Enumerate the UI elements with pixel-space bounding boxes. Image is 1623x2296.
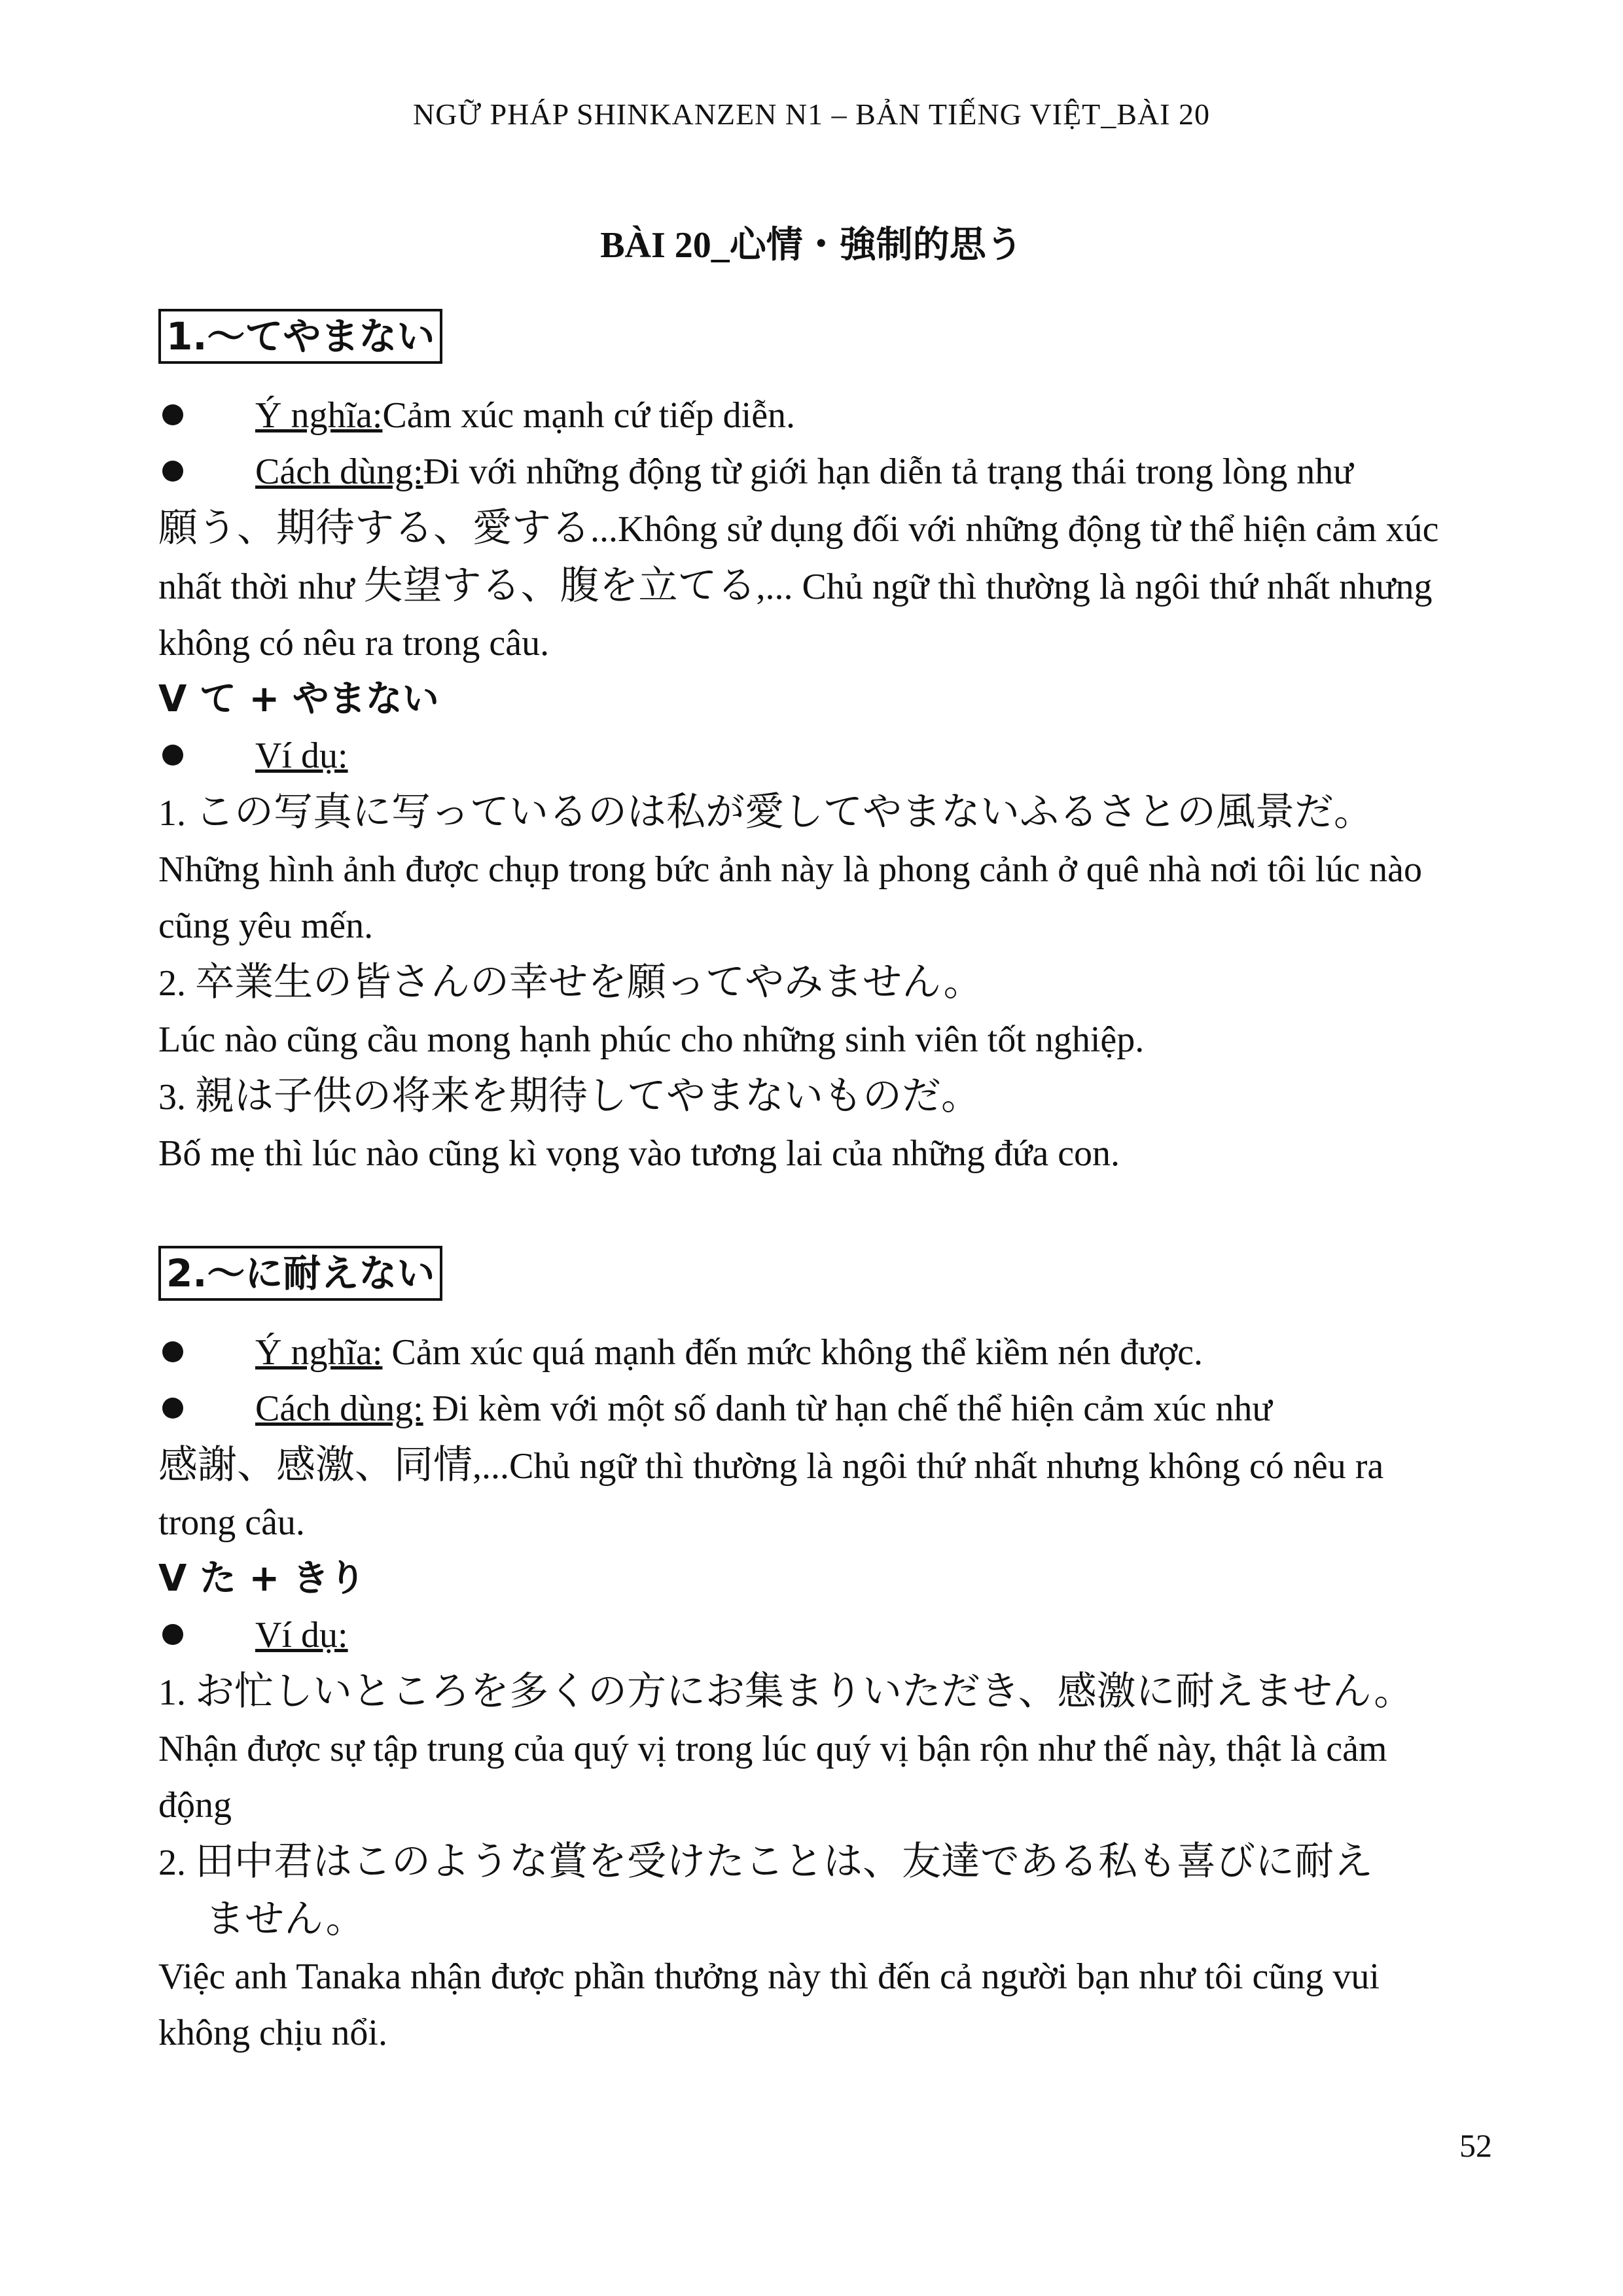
example-number: 1. <box>158 793 186 834</box>
example-japanese-text: 田中君はこのような賞を受けたことは、友達である私も喜びに耐え <box>195 1839 1373 1884</box>
meaning-label: Ý nghĩa: <box>255 395 383 436</box>
example-translation: Bố mẹ thì lúc nào cũng kì vọng vào tương lai của những đứa con. <box>158 1133 1120 1174</box>
usage-japanese-nouns: 感謝、感激、同情 <box>158 1442 473 1488</box>
example-number: 1. <box>158 1672 186 1713</box>
example-translation: Việc anh Tanaka nhận được phần thưởng này thì đến cả người bạn như tôi cũng vui không chịu nổi. <box>158 1956 1380 2053</box>
example-translation: Lúc nào cũng cầu mong hạnh phúc cho những sinh viên tốt nghiệp. <box>158 1019 1145 1060</box>
example-japanese-text: 卒業生の皆さんの幸せを願ってやみません。 <box>195 959 983 1005</box>
section-heading: 1.〜てやまない <box>158 309 442 364</box>
page-number: 52 <box>1459 2127 1492 2164</box>
grammar-formula: V て + やまない <box>158 678 439 720</box>
usage-bullet <box>158 1381 1467 1437</box>
example-bullet <box>158 1607 1467 1663</box>
grammar-formula: V た + きり <box>158 1557 366 1600</box>
example-label: Ví dụ: <box>255 1615 348 1655</box>
section-heading: 2.〜に耐えない <box>158 1246 442 1301</box>
lesson-title: BÀI 20_心情・強制的思う <box>600 225 1023 266</box>
example-japanese <box>158 1663 1467 1721</box>
bullet-dot-icon <box>162 404 183 425</box>
usage-text: ,... Chủ ngữ thì thường là ngôi thứ nhất nhưng không có nêu ra trong câu. <box>158 567 1433 663</box>
usage-japanese-verbs: 失望する、腹を立てる <box>363 563 757 609</box>
usage-label: Cách dùng: <box>255 1388 423 1429</box>
running-header: NGỮ PHÁP SHINKANZEN N1 – BẢN TIẾNG VIỆT_BÀI 20 <box>412 97 1211 131</box>
example-translation: Nhận được sự tập trung của quý vị trong lúc quý vị bận rộn như thế này, thật là cảm động <box>158 1729 1387 1826</box>
section-1 <box>158 301 1467 1182</box>
example-japanese <box>158 784 1467 841</box>
bullet-dot-icon <box>162 1341 183 1362</box>
example-number: 2. <box>158 963 186 1004</box>
example-translation: Những hình ảnh được chụp trong bức ảnh này là phong cảnh ở quê nhà nơi tôi lúc nào cũng yêu mến. <box>158 849 1423 946</box>
bullet-dot-icon <box>162 1398 183 1419</box>
usage-continuation <box>158 1437 1467 1551</box>
example-japanese-text: 親は子供の将来を期待してやまないものだ。 <box>195 1073 980 1119</box>
usage-text: Đi kèm với một số danh từ hạn chế thể hiện cảm xúc như <box>423 1388 1272 1429</box>
usage-text: Đi với những động từ giới hạn diễn tả trạng thái trong lòng như <box>423 451 1353 492</box>
example-label: Ví dụ: <box>255 735 348 776</box>
meaning-bullet <box>158 1324 1467 1381</box>
meaning-text: Cảm xúc quá mạnh đến mức không thể kiềm nén được. <box>382 1332 1203 1373</box>
meaning-bullet <box>158 387 1467 444</box>
usage-text: ...Không sử dụng đối với những động từ thể hiện cảm xúc nhất thời như <box>158 509 1439 607</box>
usage-label: Cách dùng: <box>255 451 423 492</box>
example-japanese <box>158 1833 1467 1891</box>
usage-text: ,...Chủ ngữ thì thường là ngôi thứ nhất nhưng không có nêu ra trong câu. <box>158 1446 1384 1543</box>
usage-continuation <box>158 500 1467 671</box>
usage-japanese-verbs: 願う、期待する、愛する <box>158 505 590 551</box>
example-japanese-continuation <box>158 1891 1467 1949</box>
bullet-dot-icon <box>162 745 183 766</box>
example-japanese <box>158 1068 1467 1125</box>
example-number: 2. <box>158 1843 186 1883</box>
bullet-dot-icon <box>162 1624 183 1645</box>
example-number: 3. <box>158 1077 186 1118</box>
example-japanese-text: お忙しいところを多くの方にお集まりいただき、感激に耐えません。 <box>195 1669 1414 1714</box>
example-japanese-text: ません。 <box>205 1896 365 1942</box>
meaning-label: Ý nghĩa: <box>255 1332 383 1373</box>
example-bullet <box>158 728 1467 784</box>
bullet-dot-icon <box>162 461 183 482</box>
example-japanese <box>158 954 1467 1012</box>
document-body <box>158 301 1467 2061</box>
example-japanese-text: この写真に写っているのは私が愛してやまないふるさとの風景だ。 <box>195 789 1373 835</box>
meaning-text: Cảm xúc mạnh cứ tiếp diễn. <box>382 395 796 436</box>
section-2 <box>158 1238 1467 2061</box>
usage-bullet <box>158 444 1467 500</box>
